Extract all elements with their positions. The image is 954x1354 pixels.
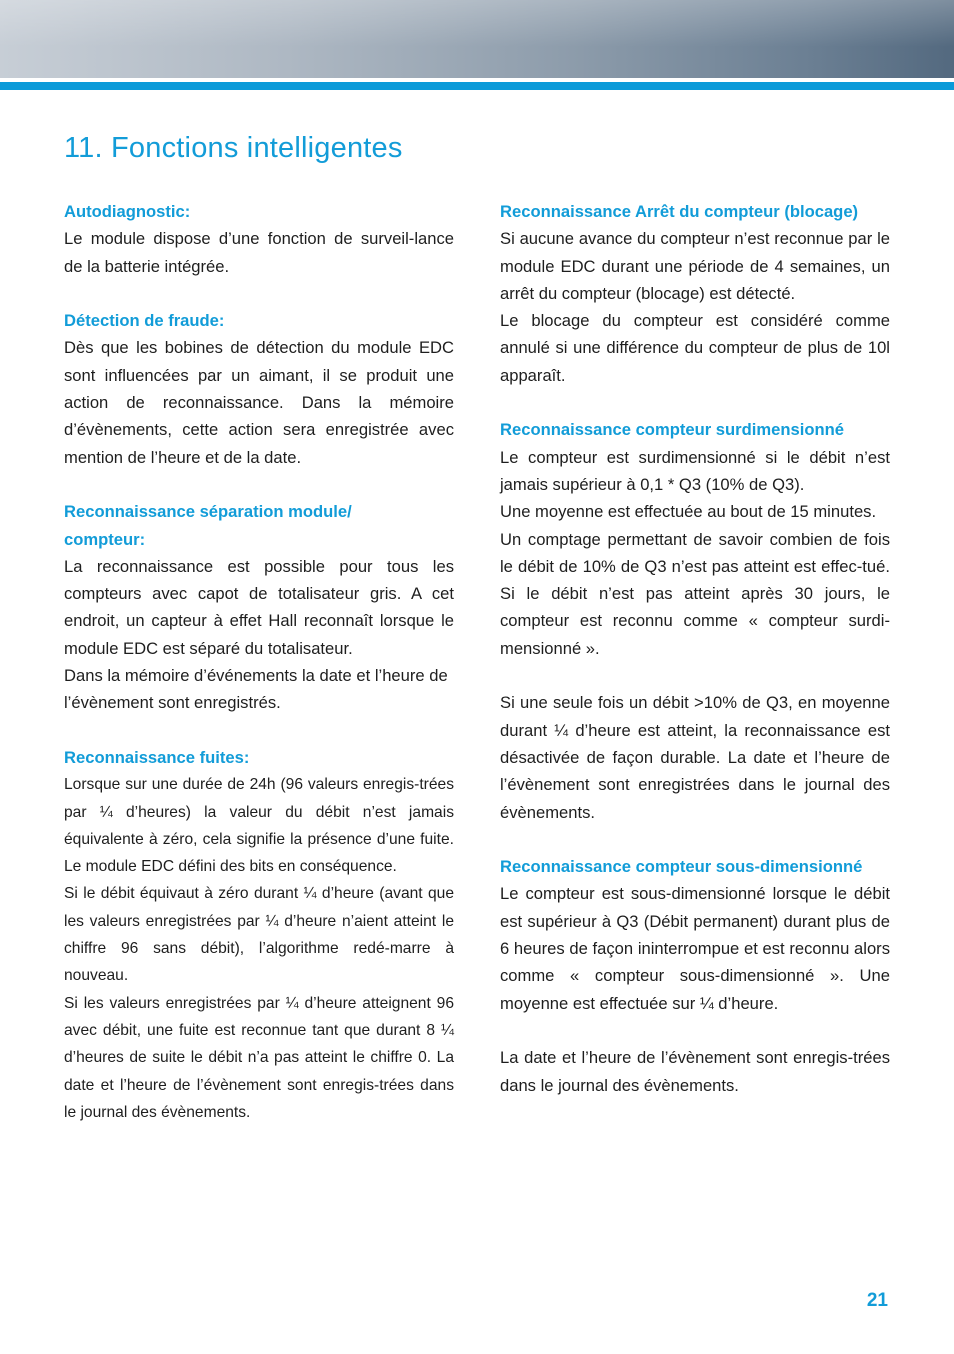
paragraph: Si une seule fois un débit >10% de Q3, en moyenne durant ¼ d’heure est atteint, la reconnaissance est désactivée de façon durable. La date et l’heure de l’évènement sont enregistrées dans le journal des évènements.: [500, 693, 890, 822]
section-fuites: [64, 744, 454, 1126]
paragraph: Le module dispose d’une fonction de surveil-lance de la batterie intégrée.: [64, 229, 454, 276]
paragraph: Si aucune avance du compteur n’est reconnue par le module EDC durant une période de 4 semaines, un arrêt du compteur (blocage) est détecté.: [500, 229, 890, 303]
paragraph: Un comptage permettant de savoir combien de fois le débit de 10% de Q3 n’est pas atteint est effec-tué. Si le débit n’est pas atteint après 30 jours, le compteur est reconnu comme « compteur surdi-mensionné ».: [500, 529, 890, 658]
paragraph: Si le débit équivaut à zéro durant ¼ d’heure (avant que les valeurs enregistrées par ¼ d’heure n’aient atteint le chiffre 96 sans débit), l’algorithme redé-marre à nouveau.: [64, 885, 454, 985]
paragraph: Le compteur est sous-dimensionné lorsque le débit est supérieur à Q3 (Débit permanent) durant plus de 6 heures de façon ininterrompue et est reconnu alors comme « compteur sous-dimensionné ». Une moyenne est effectuée sur ¼ d’heure.: [500, 884, 890, 1013]
section-heading: Détection de fraude:: [64, 311, 225, 331]
paragraph: Le blocage du compteur est considéré comme annulé si une différence du compteur de plus de 10l apparaît.: [500, 311, 890, 385]
section-heading: Reconnaissance fuites:: [64, 747, 250, 767]
section-sous-dimensionne-suite: [500, 1044, 890, 1099]
section-heading: Reconnaissance Arrêt du compteur (blocage): [500, 202, 859, 221]
paragraph: Une moyenne est effectuée au bout de 15 minutes.: [500, 502, 877, 522]
paragraph: Lorsque sur une durée de 24h (96 valeurs enregis-trées par ¼ d’heures) la valeur du débit n’est jamais équivalente à zéro, cela signifie la présence d’une fuite. Le module EDC défini des bits en conséquence.: [64, 776, 454, 876]
section-sous-dimensionne: [500, 853, 890, 1017]
section-heading: [64, 498, 454, 553]
section-separation-module: [64, 498, 454, 716]
paragraph: Le compteur est surdimensionné si le débit n’est jamais supérieur à 0,1 * Q3 (10% de Q3).: [500, 447, 890, 494]
paragraph: Si les valeurs enregistrées par ¼ d’heure atteignent 96 avec débit, une fuite est reconnue tant que durant 8 ¼ d’heures de suite le débit n’a pas atteint le chiffre 0. La date et l’heure de l’évènement sont enregis-trées dans le journal des évènements.: [64, 994, 454, 1121]
paragraph: Dès que les bobines de détection du module EDC sont influencées par un aimant, il se produit une action de reconnaissance. Dans la mémoire d’évènements, cette action sera enregistrée avec mention de l’heure et de la date.: [64, 338, 454, 467]
section-autodiagnostic: [64, 198, 454, 280]
section-heading-line-1: Reconnaissance séparation module/: [64, 502, 352, 522]
section-heading: Reconnaissance compteur surdimensionné: [500, 420, 844, 440]
section-heading: Reconnaissance compteur sous-dimensionné: [500, 857, 863, 877]
header-accent-stripe: [0, 82, 954, 90]
paragraph: La reconnaissance est possible pour tous les compteurs avec capot de totalisateur gris. A cet endroit, un capteur à effet Hall reconnaît lorsque le module EDC est séparé du totalisateur.: [64, 556, 454, 658]
section-heading-line-2: compteur:: [64, 529, 146, 549]
section-detection-fraude: [64, 307, 454, 471]
paragraph: Dans la mémoire d’événements la date et l’heure de l’évènement sont enregistrés.: [64, 666, 448, 713]
section-heading: Autodiagnostic:: [64, 202, 191, 221]
section-blocage: [500, 198, 890, 389]
left-column: [64, 198, 454, 1153]
right-column: [500, 198, 890, 1126]
section-surdimensionne: [500, 416, 890, 662]
section-surdimensionne-suite: [500, 689, 890, 825]
paragraph: La date et l’heure de l’évènement sont enregis-trées dans le journal des évènements.: [500, 1048, 890, 1095]
page-title: 11. Fonctions intelligentes: [64, 132, 403, 164]
page-number: 21: [866, 1290, 888, 1311]
header-band: [0, 0, 954, 78]
